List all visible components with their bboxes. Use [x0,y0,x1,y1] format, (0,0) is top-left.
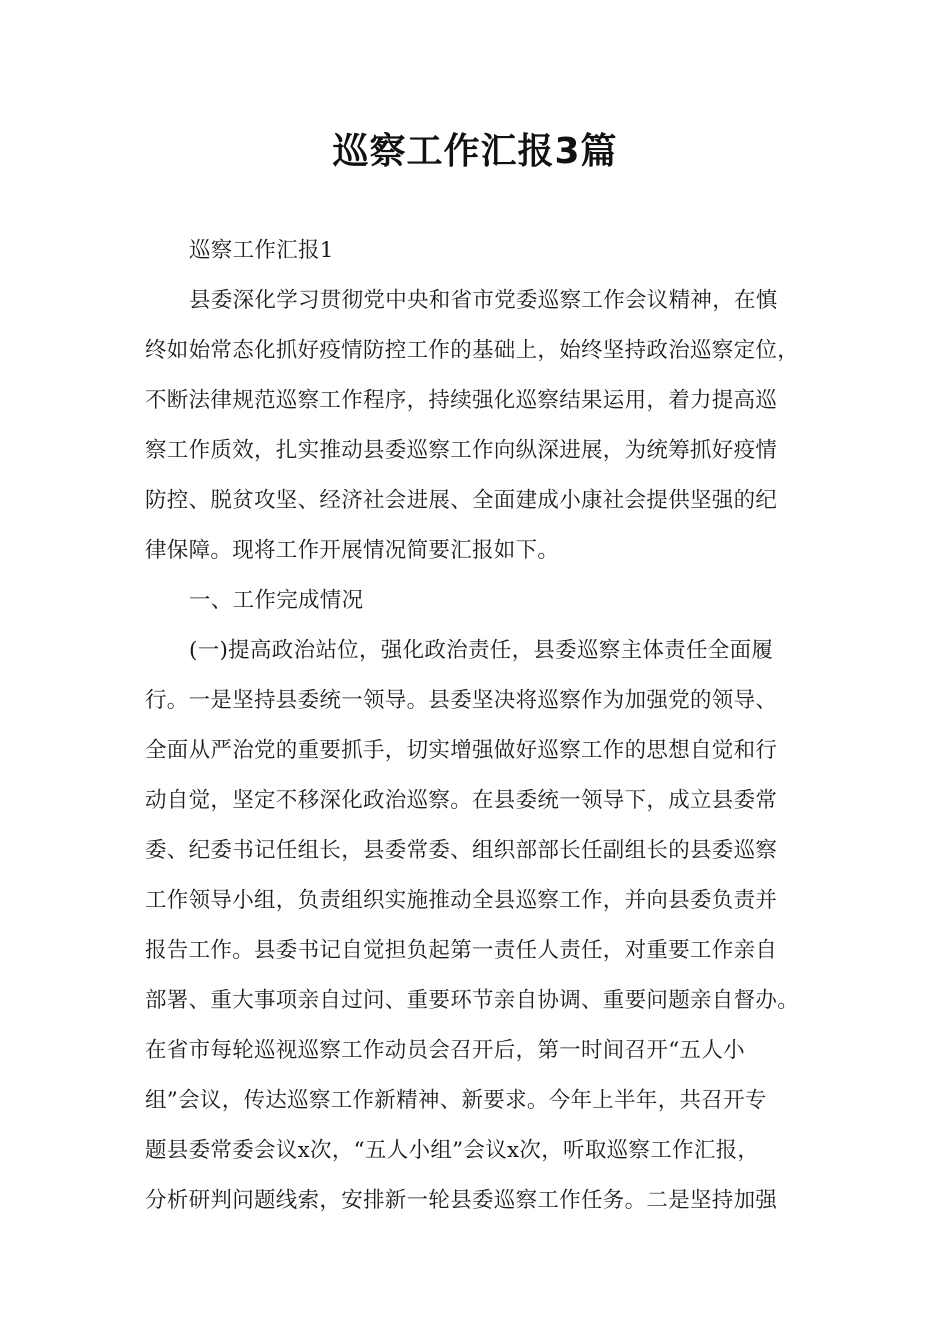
paragraph-2-line: (一)提高政治站位，强化政治责任，县委巡察主体责任全面履 [189,638,774,663]
paragraph-2-line: 报告工作。县委书记自觉担负起第一责任人责任，对重要工作亲自 [145,938,778,963]
paragraph-2-line: 工作领导小组，负责组织实施推动全县巡察工作，并向县委负责并 [145,888,778,913]
section-heading: 一、工作完成情况 [189,588,364,613]
document-body [145,226,817,1226]
paragraph-2-line: 分析研判问题线索，安排新一轮县委巡察工作任务。二是坚持加强 [145,1188,778,1213]
paragraph-2-line: 题县委常委会议x次，“五人小组”会议x次，听取巡察工作汇报， [145,1138,760,1163]
paragraph-2-line: 在省市每轮巡视巡察工作动员会召开后，第一时间召开“五人小 [145,1038,745,1063]
paragraph-1-line: 察工作质效，扎实推动县委巡察工作向纵深进展，为统筹抓好疫情 [145,438,778,463]
paragraph-2-line: 委、纪委书记任组长，县委常委、组织部部长任副组长的县委巡察 [145,838,778,863]
paragraph-1-line: 律保障。现将工作开展情况简要汇报如下。 [145,538,560,563]
paragraph-1-line: 防控、脱贫攻坚、经济社会进展、全面建成小康社会提供坚强的纪 [145,488,778,513]
paragraph-1-line: 终如始常态化抓好疫情防控工作的基础上，始终坚持政治巡察定位， [145,338,800,363]
paragraph-2-line: 组”会议，传达巡察工作新精神、新要求。今年上半年，共召开专 [145,1088,767,1113]
paragraph-1-line: 不断法律规范巡察工作程序，持续强化巡察结果运用，着力提高巡 [145,388,778,413]
paragraph-2-line: 全面从严治党的重要抓手，切实增强做好巡察工作的思想自觉和行 [145,738,778,763]
paragraph-1-line: 县委深化学习贯彻党中央和省市党委巡察工作会议精神，在慎 [189,288,778,313]
report-subtitle: 巡察工作汇报1 [189,238,334,263]
paragraph-2-line: 动自觉，坚定不移深化政治巡察。在县委统一领导下，成立县委常 [145,788,778,813]
paragraph-2-line: 部署、重大事项亲自过问、重要环节亲自协调、重要问题亲自督办。 [145,988,800,1013]
document-title: 巡察工作汇报3篇 [332,131,618,172]
paragraph-2-line: 行。一是坚持县委统一领导。县委坚决将巡察作为加强党的领导、 [145,688,778,713]
